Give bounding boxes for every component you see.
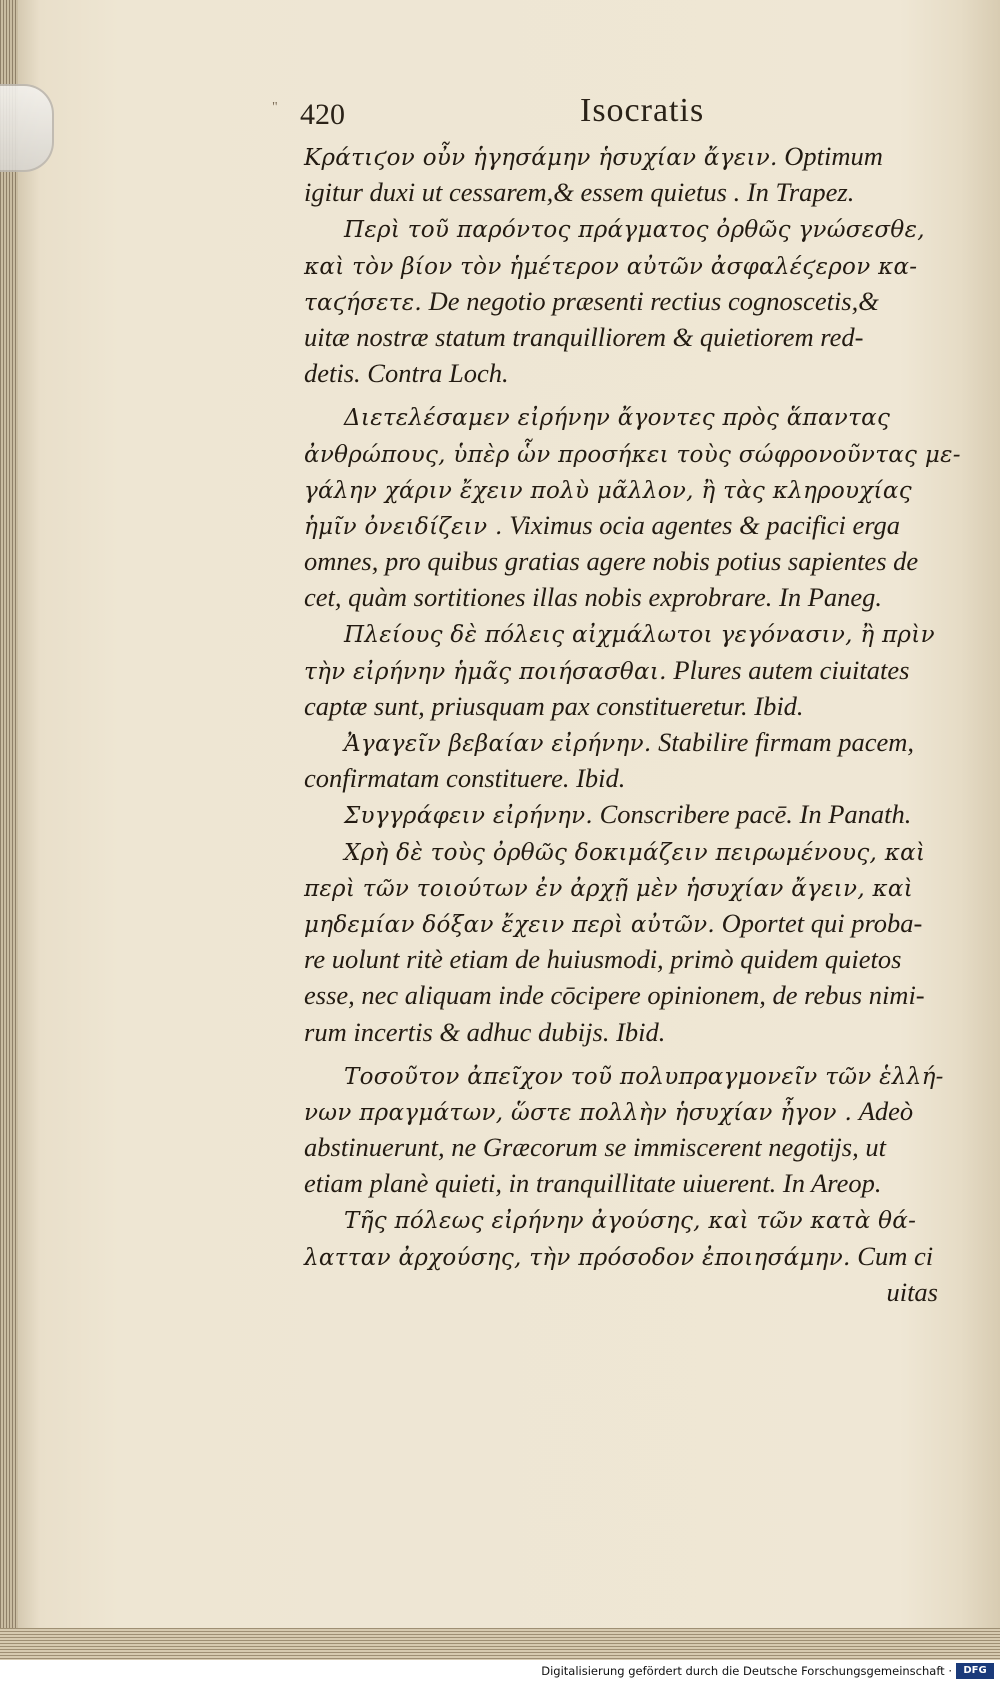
latin-text: esse, nec aliquam inde cōcipere opinionem, de rebus nimi-: [304, 980, 925, 1011]
latin-text: Adeò: [852, 1095, 914, 1126]
text-line: [304, 869, 944, 905]
greek-text: Κράτιϛον οὖν ἡγησάμην ἡσυχίαν ἄγειν.: [304, 145, 778, 171]
latin-text: Optimum: [777, 141, 883, 171]
text-line: [304, 435, 961, 471]
text-line: [304, 174, 944, 210]
greek-text: περὶ τῶν τοιούτων ἐν ἀρχῇ μὲν ἡσυχίαν ἄγειν, καὶ: [304, 875, 914, 902]
text-line: [304, 1093, 944, 1129]
greek-text: λατταν ἀρχούσης, τὴν πρόσοδον ἐποιησάμην.: [304, 1244, 851, 1271]
greek-text: Τοσοῦτον ἀπεῖχον τοῦ πολυπραγμονεῖν τῶν ἑλλή-: [344, 1063, 944, 1090]
text-line: [304, 543, 944, 579]
body-text: [304, 138, 961, 1310]
text-line: [304, 941, 944, 977]
text-line: [304, 579, 944, 615]
greek-text: μηδεμίαν δόξαν ἔχειν περὶ αὐτῶν.: [304, 911, 716, 938]
latin-text: De negotio præsenti rectius cognoscetis,&: [422, 285, 879, 316]
page-header: [272, 92, 960, 136]
page-edge: [0, 0, 18, 1660]
text-line: [304, 355, 944, 391]
latin-text: Viximus ocia agentes & pacifici erga: [502, 509, 901, 540]
greek-text: ἀνθρώπους, ὑπὲρ ὧν προσήκει τοὺς σώφρονοῦντας με-: [304, 441, 961, 468]
text-line: [304, 247, 944, 283]
latin-text: abstinuerunt, ne Græcorum se immiscerent negotijs, ut: [304, 1132, 886, 1163]
latin-text: cet, quàm sortitiones illas nobis exprobrare. In Paneg.: [304, 582, 883, 613]
latin-text: etiam planè quieti, in tranquillitate uiuerent. In Areop.: [304, 1168, 882, 1199]
page-number: 420: [300, 98, 345, 131]
latin-text: Conscribere pacē. In Panath.: [592, 799, 912, 830]
text-line: [304, 1201, 944, 1237]
running-head: Isocratis: [580, 92, 705, 129]
greek-text: τὴν εἰρήνην ἡμᾶς ποιήσασθαι.: [304, 658, 667, 685]
text-line: [304, 615, 944, 651]
text-line: [304, 1129, 944, 1165]
text-line: [304, 688, 944, 724]
catchword: uitas: [886, 1276, 938, 1307]
text-line: [304, 724, 944, 760]
greek-text: Πλείους δὲ πόλεις αἰχμάλωτοι γεγόνασιν, ἢ πρὶν: [344, 622, 935, 649]
digitization-footer: [0, 1660, 1000, 1684]
latin-text: omnes, pro quibus gratias agere nobis potius sapientes de: [304, 546, 919, 577]
text-line: [304, 283, 944, 319]
text-line: [304, 760, 944, 796]
greek-text: Ἀγαγεῖν βεβαίαν εἰρήνην.: [344, 731, 652, 757]
margin-mark: ": [272, 100, 278, 115]
latin-text: Cum ci: [850, 1240, 934, 1271]
text-line: [304, 319, 944, 355]
greek-text: Συγγράφειν εἰρήνην.: [344, 803, 593, 830]
latin-text: detis. Contra Loch.: [304, 358, 509, 389]
greek-text: Χρὴ δὲ τοὺς ὀρθῶς δοκιμάζειν πειρωμένους, καὶ: [344, 839, 926, 866]
text-line: [304, 1014, 944, 1050]
text-line: [304, 652, 944, 688]
latin-text: uitæ nostræ statum tranquilliorem & quietiorem red-: [304, 321, 864, 352]
greek-text: γάλην χάριν ἔχειν πολὺ μᾶλλον, ἢ τὰς κληρουχίας: [304, 477, 912, 504]
text-line: [304, 138, 944, 174]
page-bottom-edge: [0, 1628, 1000, 1660]
latin-text: Stabilire firmam pacem,: [651, 727, 915, 757]
text-line: [304, 977, 944, 1013]
text-line: [304, 833, 944, 869]
latin-text: captæ sunt, priusquam pax constitueretur. Ibid.: [304, 690, 804, 721]
latin-text: igitur duxi ut cessarem,& essem quietus . In Trapez.: [304, 177, 855, 208]
latin-text: Oportet qui proba-: [715, 907, 923, 938]
latin-text: Plures autem ciuitates: [666, 654, 910, 685]
greek-text: Τῆς πόλεως εἰρήνην ἀγούσης, καὶ τῶν κατὰ θά-: [344, 1208, 917, 1235]
greek-text: ἡμῖν ὀνειδίζειν .: [304, 513, 503, 540]
latin-text: confirmatam constituere. Ibid.: [304, 763, 626, 794]
text-line: [304, 1238, 944, 1274]
text-line: [304, 905, 944, 941]
greek-text: Περὶ τοῦ παρόντος πράγματος ὀρθῶς γνώσεσθε,: [344, 217, 925, 244]
footer-credit: Digitalisierung gefördert durch die Deutsche Forschungsgemeinschaft ·: [541, 1664, 952, 1678]
greek-text: νων πραγμάτων, ὥστε πολλὴν ἡσυχίαν ἦγον .: [304, 1099, 853, 1126]
text-line: [304, 507, 944, 543]
greek-text: Διετελέσαμεν εἰρήνην ἄγοντες πρὸς ἅπαντας: [344, 405, 891, 432]
text-line: [304, 210, 944, 246]
text-line: [304, 398, 944, 434]
text-line: [304, 471, 944, 507]
text-line: [304, 1165, 944, 1201]
greek-text: ταϛήσετε.: [304, 289, 423, 316]
text-line: [304, 796, 944, 832]
latin-text: re uolunt ritè etiam de huiusmodi, primò quidem quietos: [304, 944, 902, 975]
page-clip: [0, 84, 54, 172]
text-line: [304, 1057, 944, 1093]
dfg-logo: DFG: [956, 1663, 994, 1679]
greek-text: καὶ τὸν βίον τὸν ἡμέτερον αὐτῶν ἀσφαλέϛερον κα-: [304, 253, 918, 280]
latin-text: rum incertis & adhuc dubijs. Ibid.: [304, 1016, 666, 1047]
